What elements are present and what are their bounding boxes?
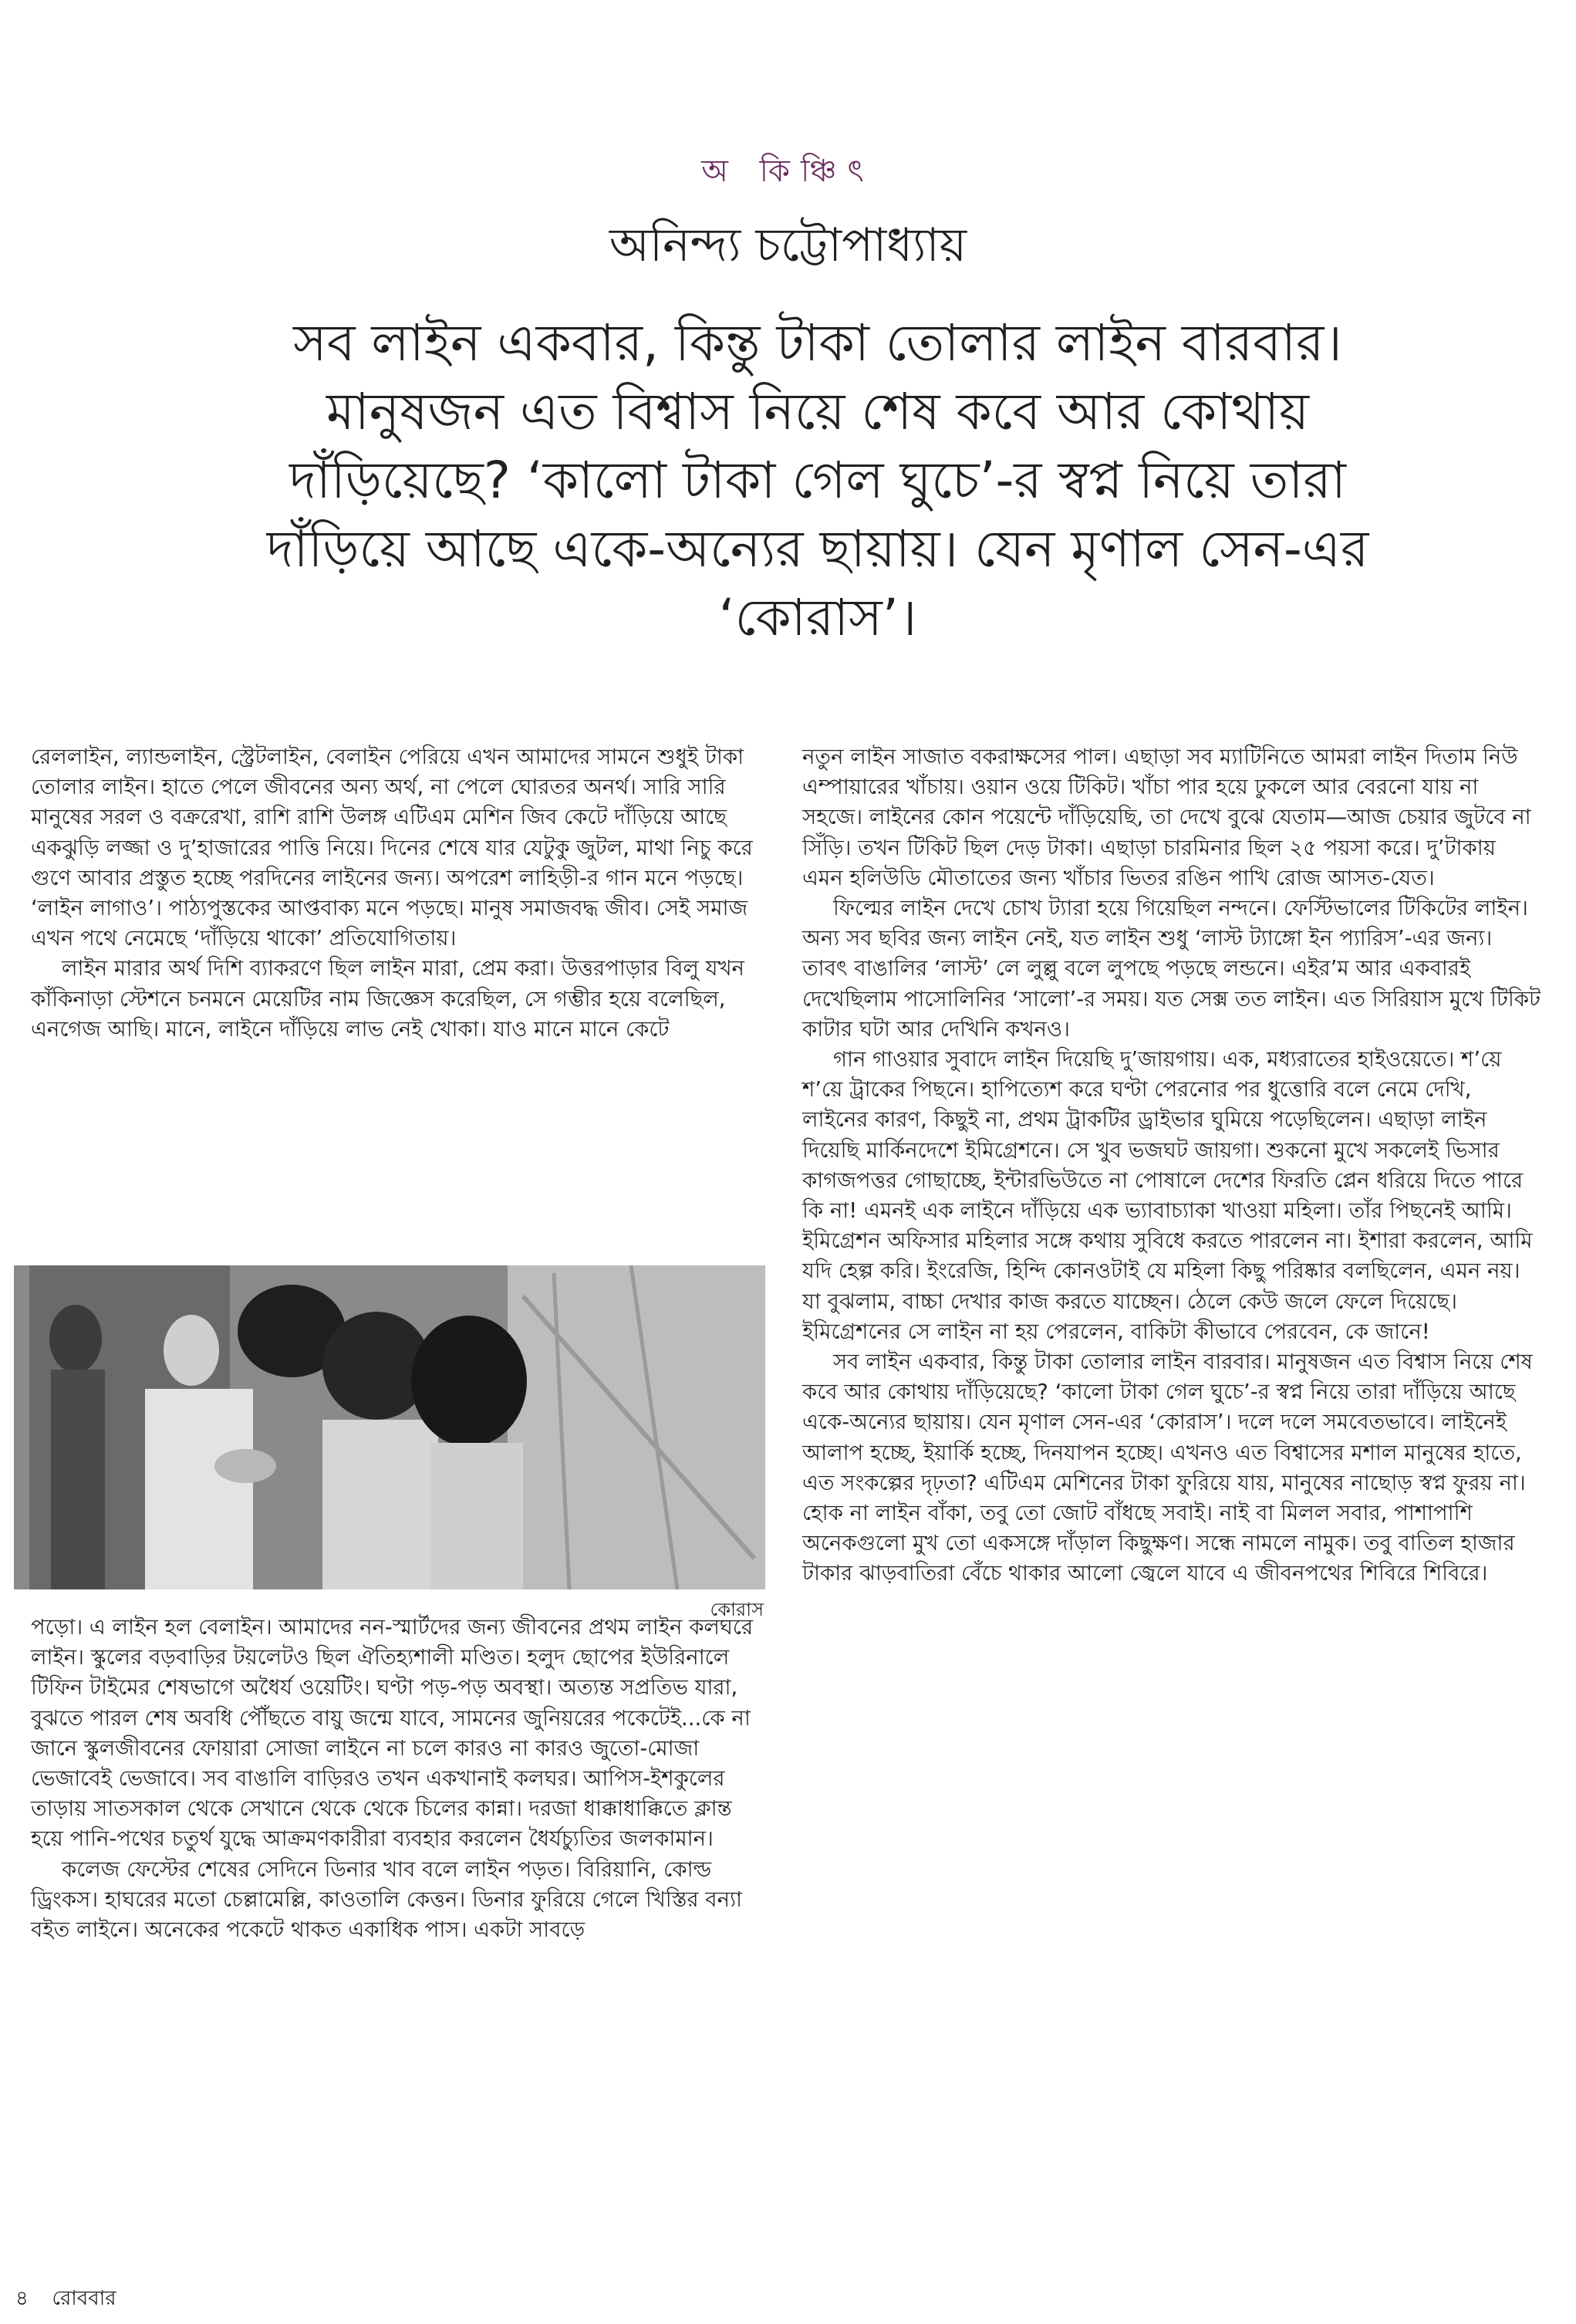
paragraph: কলেজ ফেস্টের শেষের সেদিনে ডিনার খাব বলে লাইন পড়ত। বিরিয়ানি, কোল্ড ড্রিংকস। হাঘরের মতো চেল্লামেল্লি, কাওতালি কেত্তন। ডিনার ফুরিয়ে গেলে খিস্তির বন্যা বইত লাইনে। অনেকের পকেটে থাকত একাধিক পাস। একটা সাবড়ে	[31, 1856, 742, 1943]
paragraph: সব লাইন একবার, কিন্তু টাকা তোলার লাইন বারবার। মানুষজন এত বিশ্বাস নিয়ে শেষ কবে আর কোথায় দাঁড়িয়েছে? ‘কালো টাকা গেল ঘুচে’-র স্বপ্ন নিয়ে তারা দাঁড়িয়ে আছে একে-অন্যের ছায়ায়। যেন মৃণাল সেন-এর ‘কোরাস’। দলে দলে সমবেতভাবে। লাইনেই আলাপ হচ্ছে, ইয়ার্কি হচ্ছে, দিনযাপন হচ্ছে। এখনও এত বিশ্বাসের মশাল মানুষের হাতে, এত সংকল্পের দৃঢ়তা? এটিএম মেশিনের টাকা ফুরিয়ে যায়, মানুষের নাছোড় স্বপ্ন ফুরয় না। হোক না লাইন বাঁকা, তবু তো জোট বাঁধছে সবাই। নাই বা মিলল সবার, পাশাপাশি অনেকগুলো মুখ তো একসঙ্গে দাঁড়াল কিছুক্ষণ। সন্ধে নামলে নামুক। তবু বাতিল হাজার টাকার ঝাড়বাতিরা বেঁচে থাকার আলো জ্বেলে যাবে এ জীবনপথের শিবিরে শিবিরে।	[802, 1349, 1533, 1586]
paragraph: গান গাওয়ার সুবাদে লাইন দিয়েছি দু’জায়গায়। এক, মধ্যরাতের হাইওয়েতে। শ’য়ে শ’য়ে ট্রাকের পিছনে। হাপিত্যেশ করে ঘণ্টা পেরনোর পর ধুত্তোরি বলে নেমে দেখি, লাইনের কারণ, কিছুই না, প্রথম ট্রাকটির ড্রাইভার ঘুমিয়ে পড়েছিলেন। এছাড়া লাইন দিয়েছি মার্কিনদেশে ইমিগ্রেশনে। সে খুব ভজঘট জায়গা। শুকনো মুখে সকলেই ভিসার কাগজপত্তর গোছাচ্ছে, ইন্টারভিউতে না পোষালে দেশের ফিরতি প্লেন ধরিয়ে দিতে পারে কি না! এমনই এক লাইনে দাঁড়িয়ে এক ভ্যাবাচ্যাকা খাওয়া মহিলা। তাঁর পিছনেই আমি। ইমিগ্রেশন অফিসার মহিলার সঙ্গে কথায় সুবিধে করতে পারলেন না। ইশারা করলেন, আমি যদি হেল্প করি। ইংরেজি, হিন্দি কোনওটাই যে মহিলা কিছু পরিষ্কার বলছিলেন, এমন নয়। যা বুঝলাম, বাচ্চা দেখার কাজ করতে যাচ্ছেন। ঠেলে কেউ জলে ফেলে দিয়েছে। ইমিগ্রেশনের সে লাইন না হয় পেরলেন, বাকিটা কীভাবে পেরবেন, কে জানে!	[802, 1047, 1533, 1344]
page-number: ৪	[15, 2287, 29, 2310]
publication-name: রোববার	[52, 2287, 116, 2310]
left-column-bottom	[31, 1613, 764, 1945]
film-still-illustration	[14, 1265, 765, 1589]
page-footer	[15, 2282, 116, 2316]
paragraph: লাইন মারার অর্থ দিশি ব্যাকরণে ছিল লাইন মারা, প্রেম করা। উত্তরপাড়ার বিলু যখন কাঁকিনাড়া স্টেশনে চনমনে মেয়েটির নাম জিজ্ঞেস করেছিল, সে গম্ভীর হয়ে বলেছিল, এনগেজ আছি। মানে, লাইনে দাঁড়িয়ে লাভ নেই খোকা। যাও মানে মানে কেটে	[31, 956, 744, 1042]
author-name: অনিন্দ্য চট্টোপাধ্যায়	[609, 218, 967, 272]
photo-caption: কোরাস	[710, 1599, 764, 1620]
column-kicker: অ কিঞ্চিৎ	[701, 154, 875, 189]
paragraph: রেললাইন, ল্যান্ডলাইন, স্ট্রেটলাইন, বেলাইন পেরিয়ে এখন আমাদের সামনে শুধুই টাকা তোলার লাইন। হাতে পেলে জীবনের অন্য অর্থ, না পেলে ঘোরতর অনর্থ। সারি সারি মানুষের সরল ও বক্ররেখা, রাশি রাশি উলঙ্গ এটিএম মেশিন জিব কেটে দাঁড়িয়ে আছে একঝুড়ি লজ্জা ও দু’হাজারের পাত্তি নিয়ে। দিনের শেষে যার যেটুকু জুটল, মাথা নিচু করে গুণে আবার প্রস্তুত হচ্ছে পরদিনের লাইনের জন্য। অপরেশ লাহিড়ী-র গান মনে পড়ছে। ‘লাইন লাগাও’। পাঠ্যপুস্তকের আপ্তবাক্য মনে পড়ছে। মানুষ সমাজবদ্ধ জীব। সেই সমাজ এখন পথে নেমেছে ‘দাঁড়িয়ে থাকো’ প্রতিযোগিতায়।	[31, 745, 753, 951]
article-deck: সব লাইন একবার, কিন্তু টাকা তোলার লাইন বারবার। মানুষজন এত বিশ্বাস নিয়ে শেষ কবে আর কোথায় দাঁড়িয়েছে? ‘কালো টাকা গেল ঘুচে’-র স্বপ্ন নিয়ে তারা দাঁড়িয়ে আছে একে-অন্যের ছায়ায়। যেন মৃণাল সেন-এর ‘কোরাস’।	[266, 313, 1369, 647]
right-column	[802, 742, 1543, 1589]
left-column-top	[31, 742, 764, 1045]
paragraph: ফিল্মের লাইন দেখে চোখ ট্যারা হয়ে গিয়েছিল নন্দনে। ফেস্টিভালের টিকিটের লাইন। অন্য সব ছবির জন্য লাইন নেই, যত লাইন শুধু ‘লাস্ট ট্যাঙ্গো ইন প্যারিস’-এর জন্য। তাবৎ বাঙালির ‘লাস্ট’ লে লুল্লু বলে লুপছে পড়ছে লন্ডনে। এইর’ম আর একবারই দেখেছিলাম পাসোলিনির ‘সালো’-র সময়। যত সেক্স তত লাইন। এত সিরিয়াস মুখে টিকিট কাটার ঘটা আর দেখিনি কখনও।	[802, 896, 1541, 1042]
paragraph: পড়ো। এ লাইন হল বেলাইন। আমাদের নন-স্মার্টদের জন্য জীবনের প্রথম লাইন কলঘরে লাইন। স্কুলের বড়বাড়ির টয়লেটও ছিল ঐতিহ্যশালী মণ্ডিত। হলুদ ছোপের ইউরিনালে টিফিন টাইমের শেষভাগে অধৈর্য ওয়েটিং। ঘণ্টা পড়-পড় অবস্থা। অত্যন্ত সপ্রতিভ যারা, বুঝতে পারল শেষ অবধি পৌঁছতে বায়ু জন্মে যাবে, সামনের জুনিয়রের পকেটেই...কে না জানে স্কুলজীবনের ফোয়ারা সোজা লাইনে না চলে কারও না কারও জুতো-মোজা ভেজাবেই ভেজাবে। সব বাঙালি বাড়িরও তখন একখানাই কলঘর। আপিস-ইশকুলের তাড়ায় সাতসকাল থেকে সেখানে থেকে থেকে চিলের কান্না। দরজা ধাক্কাধাক্কিতে ক্লান্ত হয়ে পানি-পথের চতুর্থ যুদ্ধে আক্রমণকারীরা ব্যবহার করলেন ধৈর্যচ্যুতির জলকামান।	[31, 1615, 754, 1852]
paragraph: নতুন লাইন সাজাত বকরাক্ষসের পাল। এছাড়া সব ম্যাটিনিতে আমরা লাইন দিতাম নিউ এম্পায়ারের খাঁচায়। ওয়ান ওয়ে টিকিট। খাঁচা পার হয়ে ঢুকলে আর বেরনো যায় না সহজে। লাইনের কোন পয়েন্টে দাঁড়িয়েছি, তা দেখে বুঝে যেতাম—আজ চেয়ার জুটবে না সিঁড়ি। তখন টিকিট ছিল দেড় টাকা। এছাড়া চারমিনার ছিল ২৫ পয়সা করে। দু’টাকায় এমন হলিউডি মৌতাতের জন্য খাঁচার ভিতর রঙিন পাখি রোজ আসত-যেত।	[802, 745, 1531, 890]
film-still-photo	[14, 1265, 765, 1589]
